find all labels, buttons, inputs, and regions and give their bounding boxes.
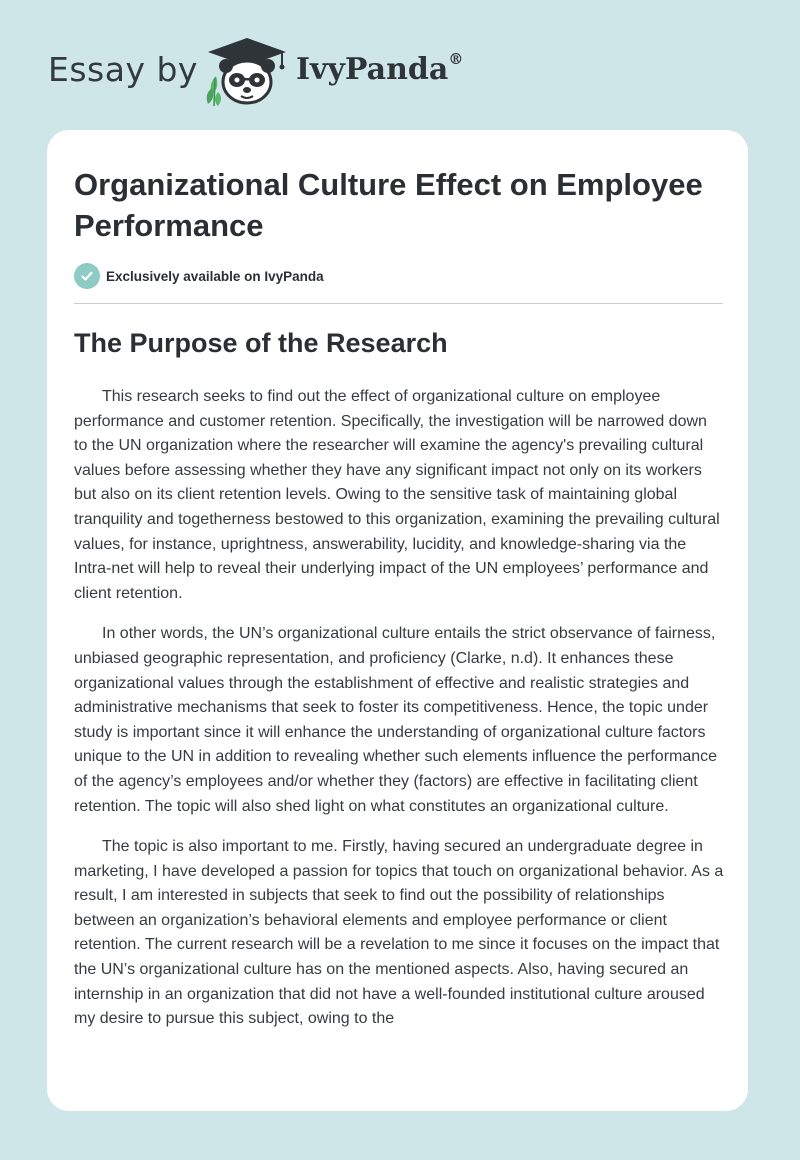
article-card xyxy=(47,130,748,1111)
brand-name[interactable] xyxy=(296,52,463,87)
brand-text: IvyPanda xyxy=(296,52,449,87)
essay-by-label: Essay by xyxy=(48,50,198,89)
page-title: Organizational Culture Effect on Employee Performance xyxy=(74,167,703,243)
registered-mark: ® xyxy=(448,50,464,68)
article-body xyxy=(74,385,724,1048)
divider xyxy=(74,303,723,304)
badge-label: Exclusively available on IvyPanda xyxy=(106,268,324,284)
ivypanda-logo-icon[interactable] xyxy=(202,36,292,108)
paragraph: This research seeks to find out the effect of organizational culture on employee performance and customer retention. Specifically, the investigation will be narrowed down to the UN organization where the researcher will examine the agency's prevailing cultural values before assessing whether they have any significant impact not only on its workers but also on its client retention levels. Owing to the sensitive task of maintaining global tranquility and togetherness bestowed to this organization, examining the prevailing cultural values, for instance, uprightness, answerability, lucidity, and knowledge-sharing via the Intra-net will help to reveal their underlying impact of the UN employees’ performance and client retention. xyxy=(74,388,720,602)
exclusive-badge xyxy=(74,263,324,289)
check-circle-icon xyxy=(74,263,100,289)
paragraph: In other words, the UN’s organizational culture entails the strict observance of fairness, unbiased geographic representation, and proficiency (Clarke, n.d). It enhances these organizational values through the establishment of effective and realistic strategies and administrative mechanisms that seek to foster its competitiveness. Hence, the topic under study is important since it will enhance the understanding of organizational culture factors unique to the UN in addition to revealing whether such elements influence the performance of the agency’s employees and/or whether they (factors) are effective in facilitating client retention. The topic will also shed light on what constitutes an organizational culture. xyxy=(74,625,718,815)
paragraph: The topic is also important to me. Firstly, having secured an undergraduate degree in marketing, I have developed a passion for topics that touch on organizational behavior. As a result, I am interested in subjects that seek to find out the possibility of relationships between an organization’s behavioral elements and employee performance or client retention. The current research will be a revelation to me since it focuses on the impact that the UN’s organizational culture has on the mentioned aspects. Also, having secured an internship in an organization that did not have a well-founded institutional culture aroused my desire to pursue this subject, owing to the xyxy=(74,838,724,1028)
site-header xyxy=(0,0,800,130)
section-heading: The Purpose of the Research xyxy=(74,328,448,358)
